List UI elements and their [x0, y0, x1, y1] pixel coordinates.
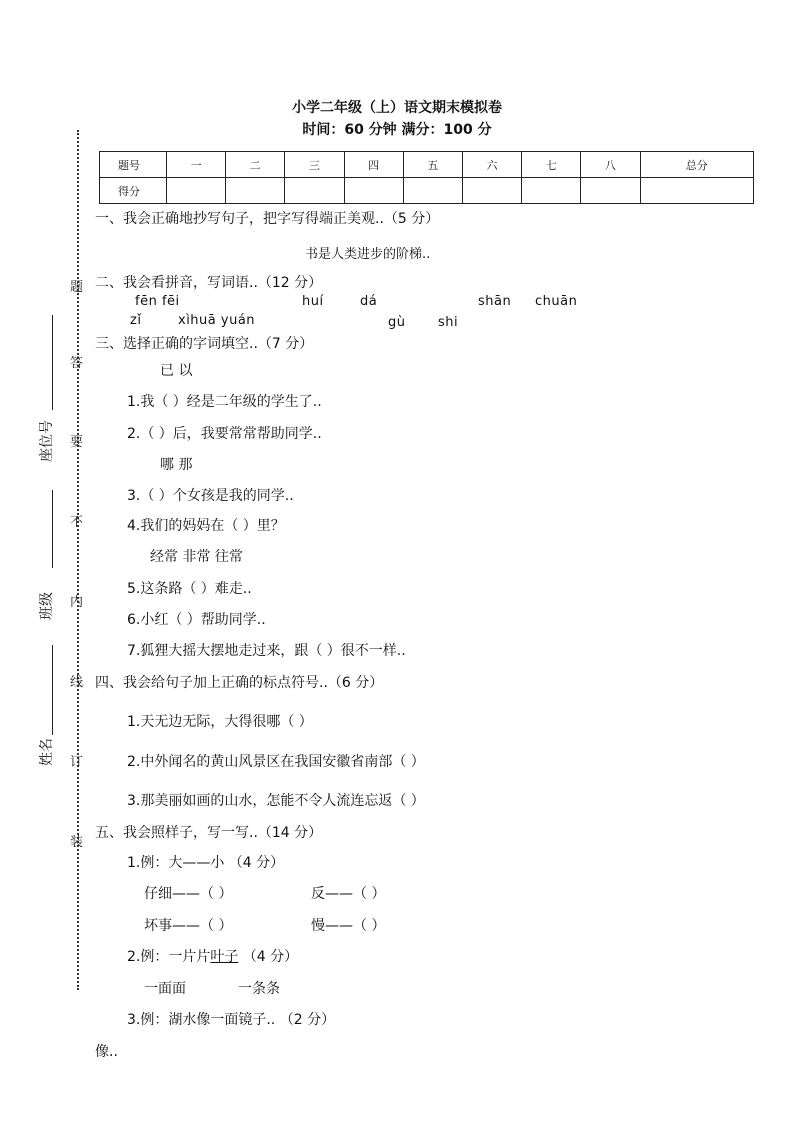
pinyin-item: shān	[478, 294, 512, 309]
name-label: 姓名	[39, 738, 55, 766]
question-item: 2.中外闻名的黄山风景区在我国安徽省南部（ ）	[127, 754, 425, 770]
score-input-cell[interactable]	[167, 178, 226, 204]
question-item: 3.（ ）个女孩是我的同学..	[127, 488, 294, 504]
exercise-item: 坏事——（ ）	[144, 918, 233, 934]
copy-sentence: 书是人类进步的阶梯..	[305, 247, 431, 262]
table-cell: 一	[167, 152, 226, 178]
pinyin-item: shi	[438, 315, 459, 330]
section-5-heading: 五、我会照样子，写一写..（14 分）	[95, 825, 323, 841]
score-table-header-row	[100, 152, 754, 178]
score-input-cell[interactable]	[403, 178, 462, 204]
score-input-cell[interactable]	[344, 178, 403, 204]
exercise-item: 一面面	[144, 981, 186, 997]
binding-char: 要	[70, 435, 84, 450]
pinyin-item: xìhuā yuán	[178, 313, 256, 328]
score-table-score-row	[100, 178, 754, 204]
example-underlined-word: 叶子	[210, 949, 239, 965]
question-item: 5.这条路（ ）难走..	[127, 581, 252, 597]
question-item: 4.我们的妈妈在（ ）里？	[127, 518, 285, 534]
question-item: 6.小红（ ）帮助同学..	[127, 612, 266, 628]
binding-char: 答	[70, 356, 84, 371]
table-cell: 六	[462, 152, 521, 178]
score-input-cell[interactable]	[462, 178, 521, 204]
question-item: 3.那美丽如画的山水，怎能不令人流连忘返（ ）	[127, 793, 425, 809]
score-input-cell[interactable]	[226, 178, 285, 204]
table-cell: 八	[581, 152, 640, 178]
binding-char: 不	[70, 515, 84, 530]
example-item	[127, 946, 298, 966]
example-prefix: 2.例：一片片	[127, 949, 211, 965]
binding-char: 线	[70, 675, 84, 690]
score-input-cell[interactable]	[640, 178, 754, 204]
score-input-cell[interactable]	[285, 178, 344, 204]
pinyin-item: gù	[388, 315, 406, 330]
example-item: 1.例：大——小 （4 分）	[127, 855, 285, 871]
binding-char: 题	[70, 280, 84, 295]
question-item: 2.（ ）后，我要常常帮助同学..	[127, 426, 322, 442]
binding-char: 订	[70, 755, 84, 770]
class-fill-line[interactable]	[52, 490, 53, 568]
pinyin-item: chuān	[535, 294, 578, 309]
class-label: 班级	[39, 592, 55, 620]
word-choices: 哪 那	[160, 457, 193, 473]
binding-char: 内	[70, 595, 84, 610]
name-fill-line[interactable]	[52, 645, 53, 735]
seat-number-label: 座位号	[39, 420, 55, 462]
exercise-item: 慢——（ ）	[311, 918, 386, 934]
word-choices: 已 以	[160, 363, 193, 379]
table-cell: 题号	[100, 152, 167, 178]
pinyin-item: dá	[360, 294, 378, 309]
pinyin-item: huí	[302, 294, 324, 309]
question-item: 1.我（ ）经是二年级的学生了..	[127, 394, 322, 410]
section-4-heading: 四、我会给句子加上正确的标点符号..（6 分）	[95, 675, 384, 691]
section-3-heading: 三、选择正确的字词填空..（7 分）	[95, 336, 314, 352]
answer-start: 像..	[95, 1044, 118, 1060]
table-cell: 得分	[100, 178, 167, 204]
score-input-cell[interactable]	[522, 178, 581, 204]
binding-char: 装	[70, 835, 84, 850]
word-choices: 经常 非常 往常	[150, 549, 243, 565]
pinyin-item: zǐ	[130, 313, 142, 328]
table-cell: 三	[285, 152, 344, 178]
score-input-cell[interactable]	[581, 178, 640, 204]
pinyin-item: fēn fēi	[135, 294, 180, 309]
exercise-item: 仔细——（ ）	[144, 886, 233, 902]
table-cell: 五	[403, 152, 462, 178]
section-1-heading: 一、我会正确地抄写句子，把字写得端正美观..（5 分）	[95, 211, 440, 227]
exercise-item: 反——（ ）	[311, 886, 386, 902]
section-2-heading: 二、我会看拼音，写词语..（12 分）	[95, 275, 323, 291]
example-points: （4 分）	[238, 949, 299, 965]
binding-dotted-line	[77, 130, 79, 990]
seat-number-fill-line[interactable]	[52, 315, 53, 410]
table-cell: 总分	[640, 152, 754, 178]
question-item: 7.狐狸大摇大摆地走过来，跟（ ）很不一样..	[127, 643, 406, 659]
score-table	[99, 151, 754, 204]
example-item: 3.例：湖水像一面镜子.. （2 分）	[127, 1012, 336, 1028]
exam-info: 时间：60 分钟 满分：100 分	[302, 122, 492, 138]
table-cell: 七	[522, 152, 581, 178]
table-cell: 二	[226, 152, 285, 178]
question-item: 1.天无边无际，大得很哪（ ）	[127, 714, 313, 730]
table-cell: 四	[344, 152, 403, 178]
exercise-item: 一条条	[238, 981, 280, 997]
page-title: 小学二年级（上）语文期末模拟卷	[292, 100, 502, 116]
